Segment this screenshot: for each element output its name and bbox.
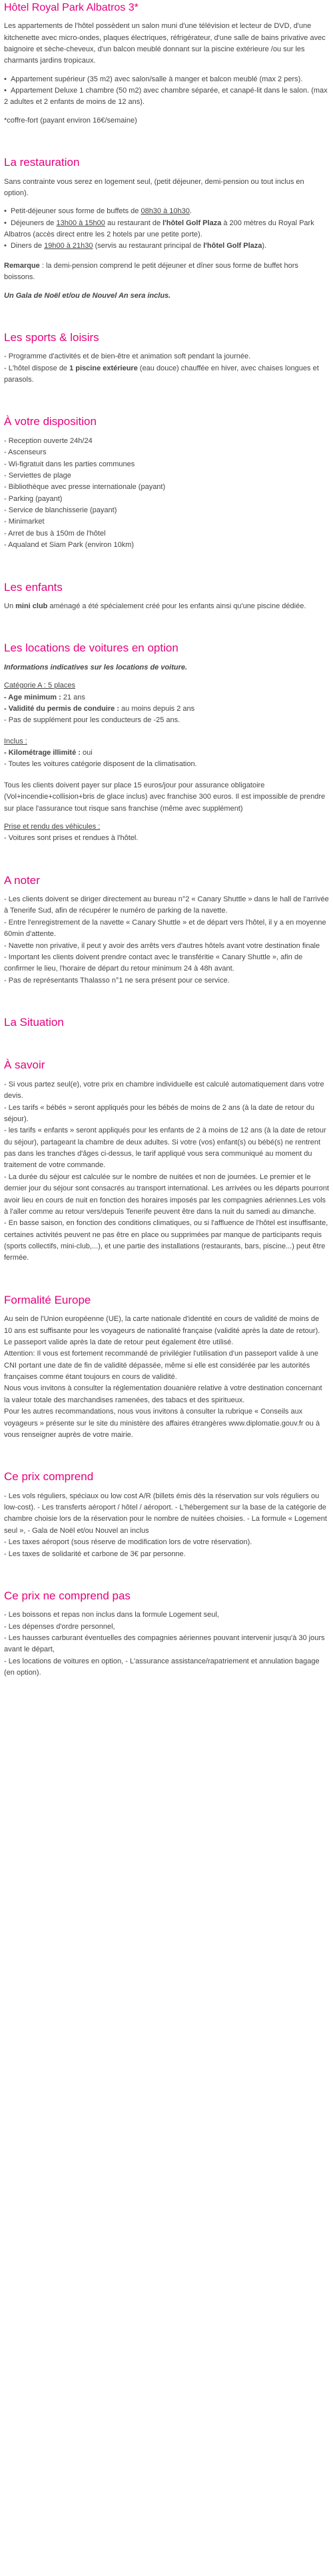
disposition-list [4,436,329,552]
list-item: - Important les clients doivent prendre contact avec le transféritie « Canary Shuttle », afin de confirmer le lieu, l'horaire de départ du retour minimum 24 à 48h avant. [4,953,303,973]
list-item: - Si vous partez seul(e), votre prix en chambre individuelle est calculé automatiquement dans votre devis. [4,1080,324,1100]
sports-pool-post: (eau douce) chauffée en hiver, avec chaises longues et parasols. [4,364,319,384]
age-min [4,692,329,703]
assurance-note: Tous les clients doivent payer sur place 15 euros/jour pour assurance obligatoire (Vol+incendie+collision+bris de glace inclus) avec franchise 300 euros. Il est impossible de prendre sur place l'assurance tout risque sans franchise (même avec supplément) [4,781,326,813]
apartment-list [4,74,329,109]
list-item: - Entre l'enregistrement de la navette « Canary Shuttle » et de départ vers l'hôtel, il y a en moyenne 60min d'attente. [4,918,326,939]
necomprend-title: Ce prix ne comprend pas [4,1589,131,1602]
meal-lunch-time: 13h00 à 15h00 [56,218,105,227]
formalite-p4: Pour les autres recommandations, nous vous invitons à consulter la rubrique « Conseils aux voyageurs » présente sur le site du ministère des affaires étrangères www.diplomatie.gouv.fr ou à vous renseigner auprès de votre mairie. [4,1408,320,1439]
meal-lunch-venue: l'hôtel Golf Plaza [163,218,222,227]
meal-breakfast-text: Petit-déjeuner sous forme de buffets de [10,207,141,216]
comprend-list [4,1491,329,1560]
apartment-deluxe-text: Appartement Deluxe 1 chambre (50 m2) avec chambre séparée, et canapé-lit dans le salon. (max 2 adultes et 2 enfants de moins de 12 ans). [4,87,328,107]
list-item: - Navette non privative, il peut y avoir des arrêts vers d'autres hôtels avant votre destination finale [4,941,320,950]
meal-lunch-mid: au restaurant de [105,218,163,227]
kilometrage-label: - Kilométrage illimité : [4,749,81,757]
meal-dinner-time: 19h00 à 21h30 [44,242,93,250]
meal-lunch-post: à 200 mètres du Royal Park Albatros (accès direct entre les 2 hotels par une petite porte). [4,218,314,239]
list-item: - Pas de représentants Thalasso n°1 ne sera présent pour ce service. [4,976,230,985]
meals-list [4,206,329,252]
disposition-title: À votre disposition [4,415,97,428]
locations-subtitle: Informations indicatives sur les locations de voiture. [4,663,188,671]
list-item: - Les taxes de solidarité et carbone de 3€ par personne. [4,1549,186,1558]
list-item: - Les clients doivent se diriger directement au bureau n°2 « Canary Shuttle » dans le hall de l'arrivée à Tenerife Sud, afin de récupérer le numéro de parking de la navette. [4,895,329,915]
apartment-deluxe [4,85,329,109]
situation-section [4,1016,329,1029]
enfants-pre: Un [4,602,16,610]
remarque-label: Remarque [4,261,40,270]
list-item: - Les dépenses d'ordre personnel, [4,1622,115,1631]
list-item: - En basse saison, en fonction des conditions climatiques, ou si l'affluence de l'hôtel est insuffisante, certaines activités peuvent ne pas être en place ou supprimées par manque de participants requis (sports collectifs, mini-club,...), et une partie des installations (restaurants, bars, piscine...) peut être fermée. [4,1219,328,1262]
restauration-section [4,156,329,302]
list-item: - Reception ouverte 24h/24 [4,436,93,445]
supplement-note: - Pas de supplément pour les conducteurs de -25 ans. [4,716,180,725]
permis-label: - Validité du permis de conduire : [4,704,119,713]
meal-dinner-post: ). [262,242,267,250]
sports-pool-pre: - L'hôtel dispose de [4,364,70,372]
situation-title: La Situation [4,1016,64,1029]
age-min-value: 21 ans [61,693,85,701]
list-item: - les tarifs « enfants » seront appliqués pour les enfants de 2 à moins de 12 ans (à la date de retour du séjour), partageant la chambre de deux adultes. Si votre (vos) enfant(s) ou bébé(s) ne rentrent pas dans les tranches d'âges ci-dessus, le tarif appliqué vous sera communiqué au moment du traitement de votre commande. [4,1126,326,1170]
list-item: - Les boissons et repas non inclus dans la formule Logement seul, [4,1611,219,1619]
comprend-section [4,1470,329,1560]
remarque [4,260,329,284]
list-item: - Service de blanchisserie (payant) [4,506,117,515]
list-item: - Les taxes aéroport (sous réserve de modification lors de votre réservation). [4,1538,252,1547]
list-item: - Parking (payant) [4,494,63,503]
restauration-intro: Sans contrainte vous serez en logement seul, (petit déjeuner, demi-pension ou tout inclus en option). [4,177,304,197]
sports-title: Les sports & loisirs [4,330,99,344]
enfants-title: Les enfants [4,580,63,594]
anoter-section [4,874,329,987]
sports-section [4,331,329,386]
meal-dinner [4,240,329,252]
sports-pool [4,363,329,386]
sports-activities: - Programme d'activités et de bien-être et animation soft pendant la journée. [4,352,251,361]
meal-lunch-text: Déjeuners de [10,218,57,227]
list-item: - Arret de bus à 150m de l'hôtel [4,529,106,538]
list-item: - Wi-figratuit dans les parties communes [4,460,135,468]
formalite-section [4,1294,329,1442]
prise-value: - Voitures sont prises et rendues à l'hôtel. [4,834,139,843]
safe-note: *coffre-fort (payant environ 16€/semaine) [4,116,137,125]
list-item: - Serviettes de plage [4,471,71,480]
list-item: - Aqualand et Siam Park (environ 10km) [4,541,135,550]
kilometrage-value: oui [80,749,93,757]
meal-dinner-venue: l'hôtel Golf Plaza [203,242,262,250]
apartment-superior [4,74,329,85]
meal-breakfast-time: 08h30 à 10h30 [141,207,190,216]
list-item: - Ascenseurs [4,448,47,457]
list-item: - Les tarifs « bébés » seront appliqués pour les bébés de moins de 2 ans (à la date de retour du séjour). [4,1103,314,1123]
permis [4,703,329,715]
savoir-title: À savoir [4,1059,45,1072]
formalite-p3: Nous vous invitons à consulter la réglementation douanière relative à votre destination concernant la valeur totale des marchandises ramenées, des tabacs et des spiritueux. [4,1384,322,1404]
meal-dinner-mid: (servis au restaurant principal de [93,242,204,250]
prise-label: Prise et rendu des véhicules : [4,822,101,831]
inclus-label: Inclus : [4,737,27,745]
restauration-title: La restauration [4,156,80,169]
anoter-title: A noter [4,873,40,887]
list-item: - Minimarket [4,518,45,526]
enfants-section [4,581,329,613]
list-item: - Les hausses carburant éventuelles des compagnies aériennes pouvant intervenir jusqu'à 30 jours avant le départ, [4,1634,325,1654]
list-item: - Les vols réguliers, spéciaux ou low cost A/R (billets émis dès la réservation sur vols réguliers ou low-cost). - Les transferts aéroport / hôtel / aéroport. - L'hébergement sur la base de la catégorie de chambre choisie lors de la réservation pour le nombre de nuitées choisies. - La formule « Logement seul », - Gala de Noël et/ou Nouvel an inclus [4,1492,327,1535]
necomprend-section [4,1589,329,1679]
age-min-label: - Age minimum : [4,693,61,701]
hotel-section [4,1,329,127]
list-item: - La durée du séjour est calculée sur le nombre de nuitées et non de journées. Le premier et le dernier jour du séjour sont consacrés au transport international. Les arrivées ou les départs pourront avoir lieu en cours de nuit en fonction des horaires imposés par les compagnies aériennes.Les vols à l'aller comme au retour vers/depuis Tenerife peuvent être dans la nuit du samedi au dimanche. [4,1172,329,1216]
list-item: - Bibliothèque avec presse internationale (payant) [4,483,166,492]
meal-breakfast: • Petit-déjeuner sous forme de buffets de 08h30 à 10h30. [4,206,329,217]
locations-title: Les locations de voitures en option [4,642,178,655]
clim-note: - Toutes les voitures catégorie disposent de la climatisation. [4,760,197,769]
kilometrage [4,747,329,759]
meal-dinner-text: Diners de [10,242,45,250]
category-label: Catégorie A : 5 places [4,681,76,690]
necomprend-list [4,1609,329,1679]
comprend-title: Ce prix comprend [4,1470,94,1484]
enfants-miniclub: mini club [15,602,48,610]
enfants-post: aménagé a été spécialement créé pour les enfants ainsi qu'une piscine dédiée. [47,602,306,610]
locations-section [4,642,329,844]
disposition-section [4,415,329,551]
apartment-superior-text: Appartement supérieur (35 m2) avec salon/salle à manger et balcon meublé (max 2 pers). [10,75,303,83]
savoir-section [4,1059,329,1264]
gala-note: Un Gala de Noël et/ou de Nouvel An sera inclus. [4,291,171,300]
formalite-title: Formalité Europe [4,1293,91,1306]
sports-pool-bold: 1 piscine extérieure [69,364,138,372]
anoter-list [4,894,329,987]
enfants-text [4,601,329,612]
remarque-text: : la demi-pension comprend le petit déjeuner et dîner sous forme de buffet hors boissons. [4,261,298,282]
hotel-title: Hôtel Royal Park Albatros 3* [4,2,139,13]
meal-lunch [4,218,329,241]
formalite-p2: Attention: Il vous est fortement recommandé de privilégier l'utilisation d'un passeport valide à une CNI portant une date de fin de validité dépassée, même si elle est considérée par les autorités françaises comme étant toujours en cours de validité. [4,1350,318,1382]
intro-paragraph: Les appartements de l'hôtel possèdent un salon muni d'une télévision et lecteur de DVD, d'une kitchenette avec micro-ondes, plaques électriques, réfrigérateur, d'une salle de bains privative avec baignoire et sèche-cheveux, d'un balcon meublé donnant sur la piscine extérieure /ou sur les charmants jardins tropicaux. [4,22,326,65]
list-item: - Les locations de voitures en option, - L'assurance assistance/rapatriement et annulation bagage (en option). [4,1657,320,1677]
permis-value: au moins depuis 2 ans [119,704,195,713]
formalite-p1: Au sein de l'Union européenne (UE), la carte nationale d'identité en cours de validité de moins de 10 ans est suffisante pour les voyageurs de nationalité française (validité après la date de retour). Le passeport valide après la date de retour peut également être utilisé. [4,1315,320,1346]
savoir-list [4,1079,329,1264]
